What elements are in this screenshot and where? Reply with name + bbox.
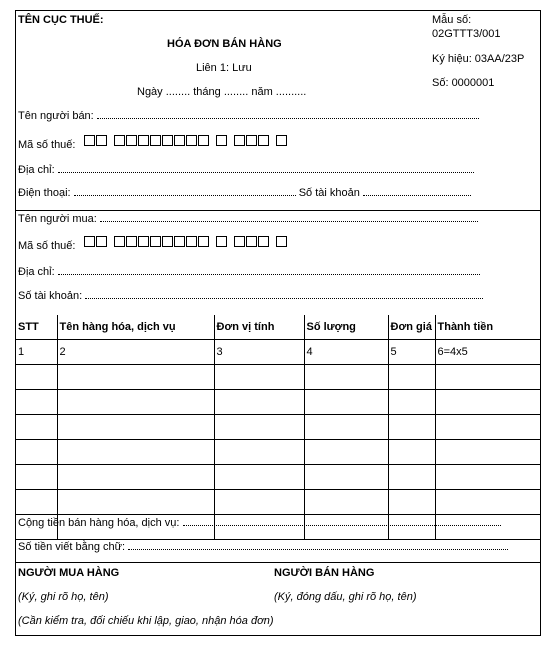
table-header-row: [16, 315, 540, 340]
seller-tax-boxes[interactable]: [84, 135, 288, 146]
divider-seller-buyer: [16, 210, 540, 211]
buyer-signature-title: NGƯỜI MUA HÀNG: [18, 567, 120, 579]
amount-words-label: Số tiền viết bằng chữ:: [18, 541, 126, 553]
seller-name-field[interactable]: [97, 110, 479, 119]
index-cell: 3: [214, 340, 304, 365]
divider-signatures: [16, 562, 540, 563]
date-line: Ngày ........ tháng ........ năm ..........: [137, 86, 307, 98]
index-cell: 1: [16, 340, 57, 365]
buyer-account-row: [18, 290, 483, 302]
seller-phone-field[interactable]: [74, 187, 296, 196]
footer-note: (Cần kiểm tra, đối chiếu khi lập, giao, nhận hóa đơn): [18, 615, 274, 627]
buyer-tax-boxes[interactable]: [84, 236, 288, 247]
buyer-account-label: Số tài khoản:: [18, 290, 83, 302]
index-cell: 4: [304, 340, 388, 365]
total-field[interactable]: [183, 517, 501, 526]
seller-phone-row: [18, 187, 471, 199]
index-cell: 2: [57, 340, 214, 365]
form-number: 02GTTT3/001: [432, 28, 501, 40]
seller-account-label: Số tài khoản: [298, 187, 360, 199]
column-header: Số lượng: [304, 315, 388, 340]
items-table: [16, 315, 540, 540]
column-header: STT: [16, 315, 57, 340]
amount-words-field[interactable]: [128, 541, 508, 550]
column-header: Tên hàng hóa, dịch vụ: [57, 315, 214, 340]
table-row[interactable]: [16, 440, 540, 465]
buyer-address-field[interactable]: [58, 266, 480, 275]
buyer-name-field[interactable]: [100, 213, 478, 222]
form-label: Mẫu số:: [432, 14, 472, 26]
table-row[interactable]: [16, 365, 540, 390]
table-row[interactable]: [16, 465, 540, 490]
seller-address-row: [18, 164, 474, 176]
column-header: Thành tiền: [435, 315, 540, 340]
invoice-number: Số: 0000001: [432, 77, 495, 89]
table-index-row: [16, 340, 540, 365]
buyer-address-row: [18, 266, 480, 278]
total-label: Cộng tiền bán hàng hóa, dịch vụ:: [18, 517, 180, 529]
buyer-account-field[interactable]: [85, 290, 483, 299]
symbol-label: Ký hiệu: 03AA/23P: [432, 53, 525, 65]
table-row[interactable]: [16, 490, 540, 515]
index-cell: 6=4x5: [435, 340, 540, 365]
seller-signature-note: (Ký, đóng dấu, ghi rõ họ, tên): [274, 591, 417, 603]
seller-name-row: [18, 110, 479, 122]
seller-account-field[interactable]: [363, 187, 471, 196]
seller-tax-label: Mã số thuế:: [18, 139, 76, 151]
seller-address-label: Địa chỉ:: [18, 164, 55, 176]
buyer-name-label: Tên người mua:: [18, 213, 97, 225]
total-row: [18, 517, 501, 529]
table-row[interactable]: [16, 415, 540, 440]
column-header: Đơn giá: [388, 315, 435, 340]
index-cell: 5: [388, 340, 435, 365]
seller-address-field[interactable]: [58, 164, 474, 173]
buyer-address-label: Địa chỉ:: [18, 266, 55, 278]
amount-words-row: [18, 541, 508, 553]
tax-agency-label: TÊN CỤC THUẾ:: [18, 14, 104, 26]
buyer-tax-label: Mã số thuế:: [18, 240, 76, 252]
column-header: Đơn vị tính: [214, 315, 304, 340]
table-row[interactable]: [16, 390, 540, 415]
seller-name-label: Tên người bán:: [18, 110, 94, 122]
seller-phone-label: Điện thoại:: [18, 187, 71, 199]
invoice-title: HÓA ĐƠN BÁN HÀNG: [167, 38, 282, 50]
copy-label: Liên 1: Lưu: [196, 62, 252, 74]
buyer-signature-note: (Ký, ghi rõ họ, tên): [18, 591, 109, 603]
seller-signature-title: NGƯỜI BÁN HÀNG: [274, 567, 375, 579]
buyer-name-row: [18, 213, 478, 225]
